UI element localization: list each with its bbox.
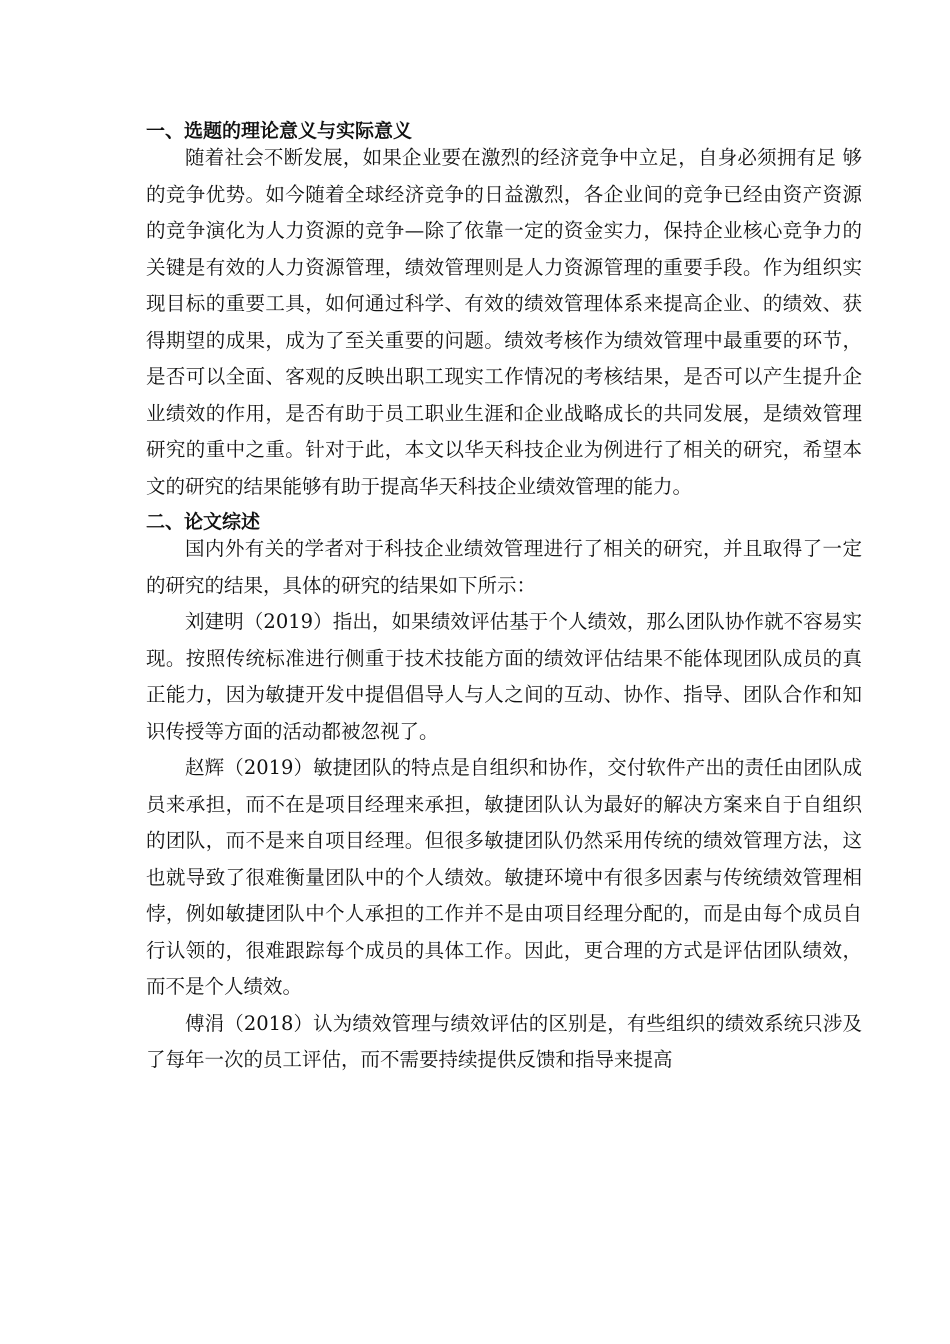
section-heading: 一、选题的理论意义与实际意义	[146, 120, 413, 142]
paragraph: 刘建明（2019）指出，如果绩效评估基于个人绩效，那么团队协作就不容易实现。按照传统标准进行侧重于技术技能方面的绩效评估结果不能体现团队成员的真正能力，因为敏捷开发中提倡倡导人与人之间的互动、协作、指导、团队合作和知识传授等方面的活动都被忽视了。	[146, 610, 862, 743]
section-heading: 二、论文综述	[146, 511, 261, 533]
paragraph: 赵辉（2019）敏捷团队的特点是自组织和协作，交付软件产出的责任由团队成员来承担，而不在是项目经理来承担，敏捷团队认为最好的解决方案来自于自组织的团队，而不是来自项目经理。但很多敏捷团队仍然采用传统的绩效管理方法，这也就导致了很难衡量团队中的个人绩效。敏捷环境中有很多因素与传统绩效管理相悖，例如敏捷团队中个人承担的工作并不是由项目经理分配的，而是由每个成员自行认领的，很难跟踪每个成员的具体工作。因此，更合理的方式是评估团队绩效，而不是个人绩效。	[146, 756, 862, 998]
document-page	[146, 118, 862, 1079]
paragraph: 国内外有关的学者对于科技企业绩效管理进行了相关的研究，并且取得了一定的研究的结果，具体的研究的结果如下所示：	[146, 537, 862, 597]
paragraph: 随着社会不断发展，如果企业要在激烈的经济竞争中立足，自身必须拥有足 够的竞争优势。如今随着全球经济竞争的日益激烈，各企业间的竞争已经由资产资源的竞争演化为人力资源的竞争—除了依靠一定的资金实力，保持企业核心竞争力的关键是有效的人力资源管理，绩效管理则是人力资源管理的重要手段。作为组织实现目标的重要工具，如何通过科学、有效的绩效管理体系来提高企业、的绩效、获得期望的成果，成为了至关重要的问题。绩效考核作为绩效管理中最重要的环节，是否可以全面、客观的反映出职工现实工作情况的考核结果，是否可以产生提升企业绩效的作用，是否有助于员工职业生涯和企业战略成长的共同发展，是绩效管理研究的重中之重。针对于此，本文以华天科技企业为例进行了相关的研究，希望本文的研究的结果能够有助于提高华天科技企业绩效管理的能力。	[146, 146, 862, 498]
paragraph: 傅涓（2018）认为绩效管理与绩效评估的区别是，有些组织的绩效系统只涉及了每年一次的员工评估，而不需要持续提供反馈和指导来提高	[146, 1011, 862, 1071]
